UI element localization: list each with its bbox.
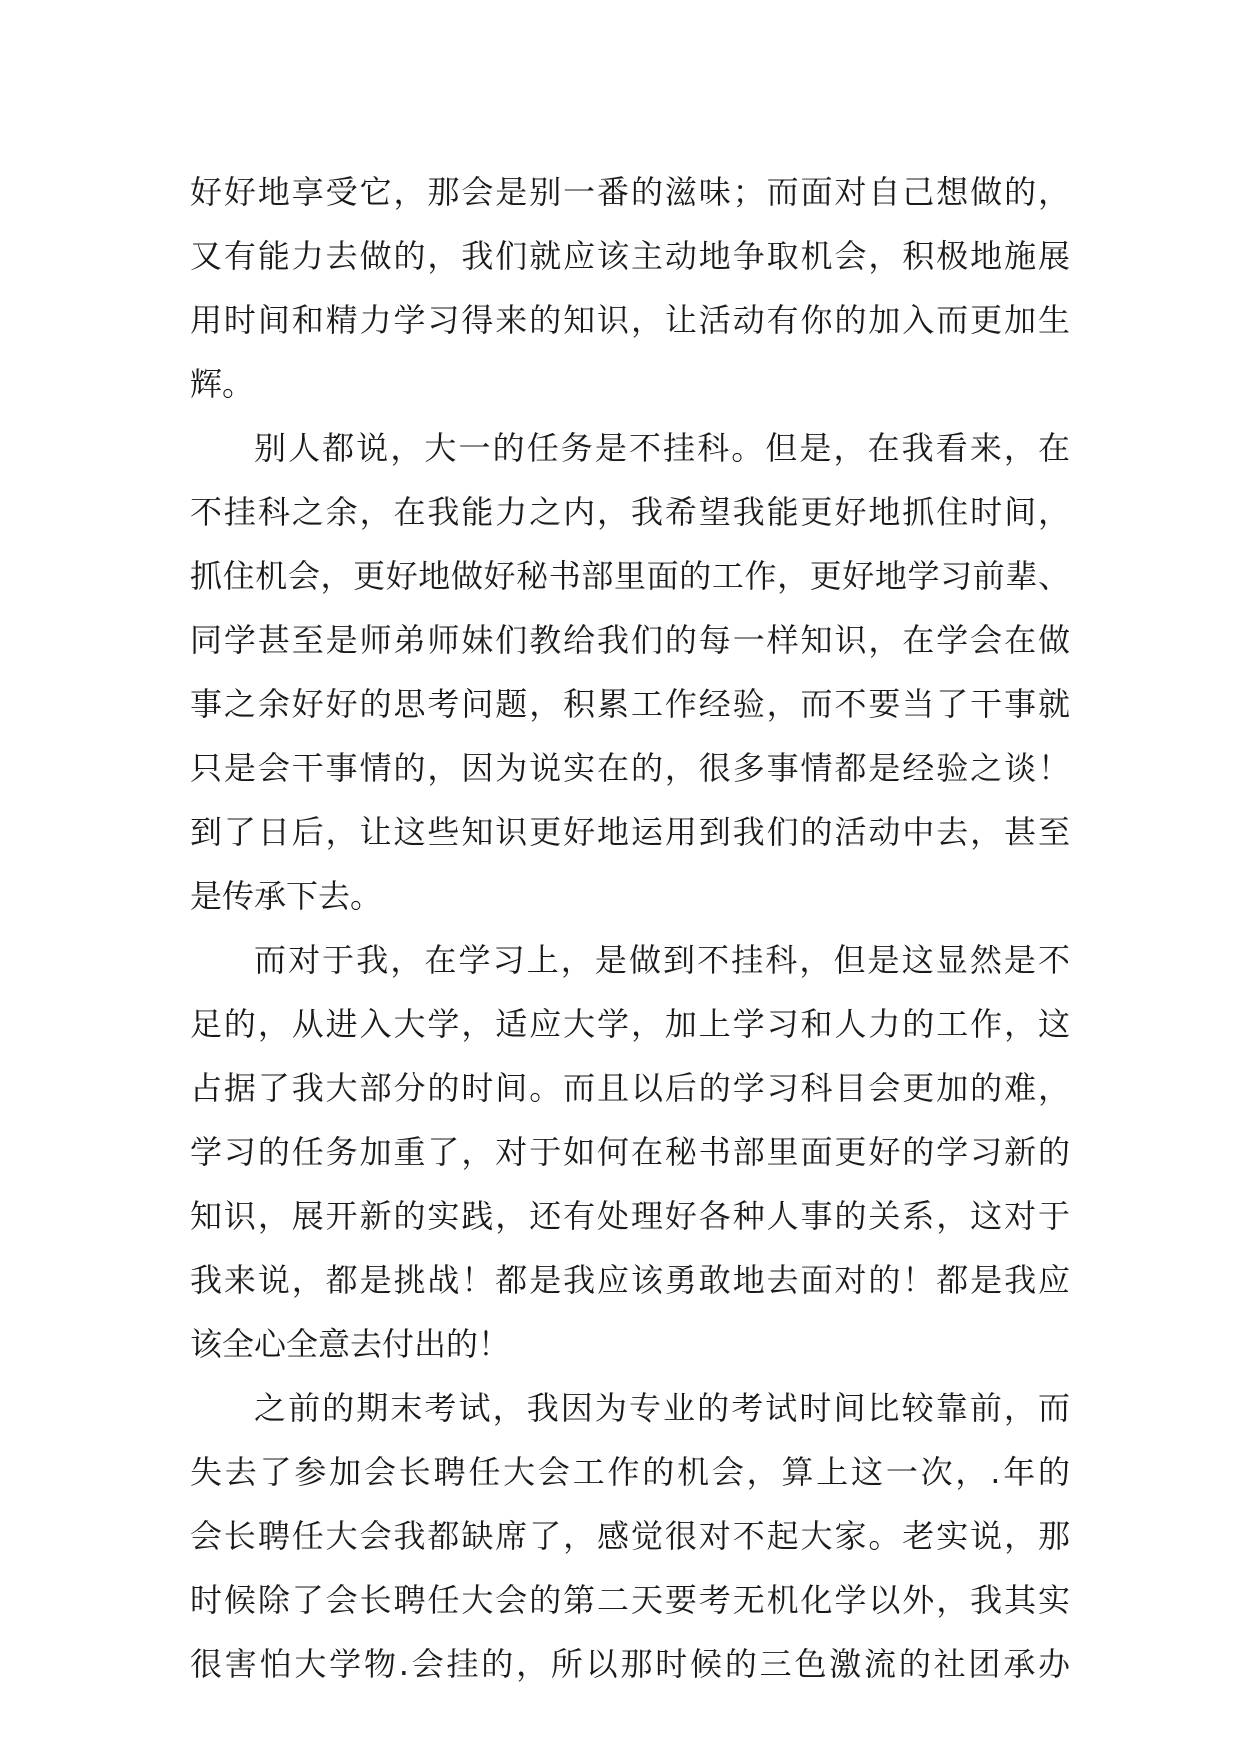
text-line: 失去了参加会长聘任大会工作的机会，算上这一次，.年的 (190, 1453, 1070, 1491)
text-line: 别人都说，大一的任务是不挂科。但是，在我看来，在 (254, 429, 1070, 467)
text-line: 学习的任务加重了，对于如何在秘书部里面更好的学习新的 (190, 1133, 1070, 1171)
text-line: 同学甚至是师弟师妹们教给我们的每一样知识，在学会在做 (190, 621, 1070, 659)
text-line: 用时间和精力学习得来的知识，让活动有你的加入而更加生 (190, 301, 1070, 339)
text-line: 只是会干事情的，因为说实在的，很多事情都是经验之谈！ (190, 749, 1070, 787)
document-body (190, 160, 1070, 1696)
text-line: 而对于我，在学习上，是做到不挂科，但是这显然是不 (254, 941, 1070, 979)
text-line: 抓住机会，更好地做好秘书部里面的工作，更好地学习前辈、 (190, 557, 1070, 595)
text-line: 时候除了会长聘任大会的第二天要考无机化学以外，我其实 (190, 1581, 1070, 1619)
text-line: 是传承下去。 (190, 877, 383, 915)
text-line: 会长聘任大会我都缺席了，感觉很对不起大家。老实说，那 (190, 1517, 1070, 1555)
text-line: 我来说，都是挑战！都是我应该勇敢地去面对的！都是我应 (190, 1261, 1070, 1299)
text-line: 不挂科之余，在我能力之内，我希望我能更好地抓住时间， (190, 493, 1070, 531)
text-line: 辉。 (190, 365, 255, 403)
text-line: 之前的期末考试，我因为专业的考试时间比较靠前，而 (254, 1389, 1070, 1427)
text-line: 足的，从进入大学，适应大学，加上学习和人力的工作，这 (190, 1005, 1070, 1043)
text-line: 到了日后，让这些知识更好地运用到我们的活动中去，甚至 (190, 813, 1070, 851)
text-line: 好好地享受它，那会是别一番的滋味；而面对自己想做的， (190, 173, 1070, 211)
text-line: 又有能力去做的，我们就应该主动地争取机会，积极地施展 (190, 237, 1070, 275)
text-line: 知识，展开新的实践，还有处理好各种人事的关系，这对于 (190, 1197, 1070, 1235)
text-line: 占据了我大部分的时间。而且以后的学习科目会更加的难， (190, 1069, 1070, 1107)
text-line: 该全心全意去付出的！ (190, 1325, 511, 1363)
text-line: 很害怕大学物.会挂的，所以那时候的三色激流的社团承办 (190, 1645, 1070, 1683)
text-line: 事之余好好的思考问题，积累工作经验，而不要当了干事就 (190, 685, 1070, 723)
